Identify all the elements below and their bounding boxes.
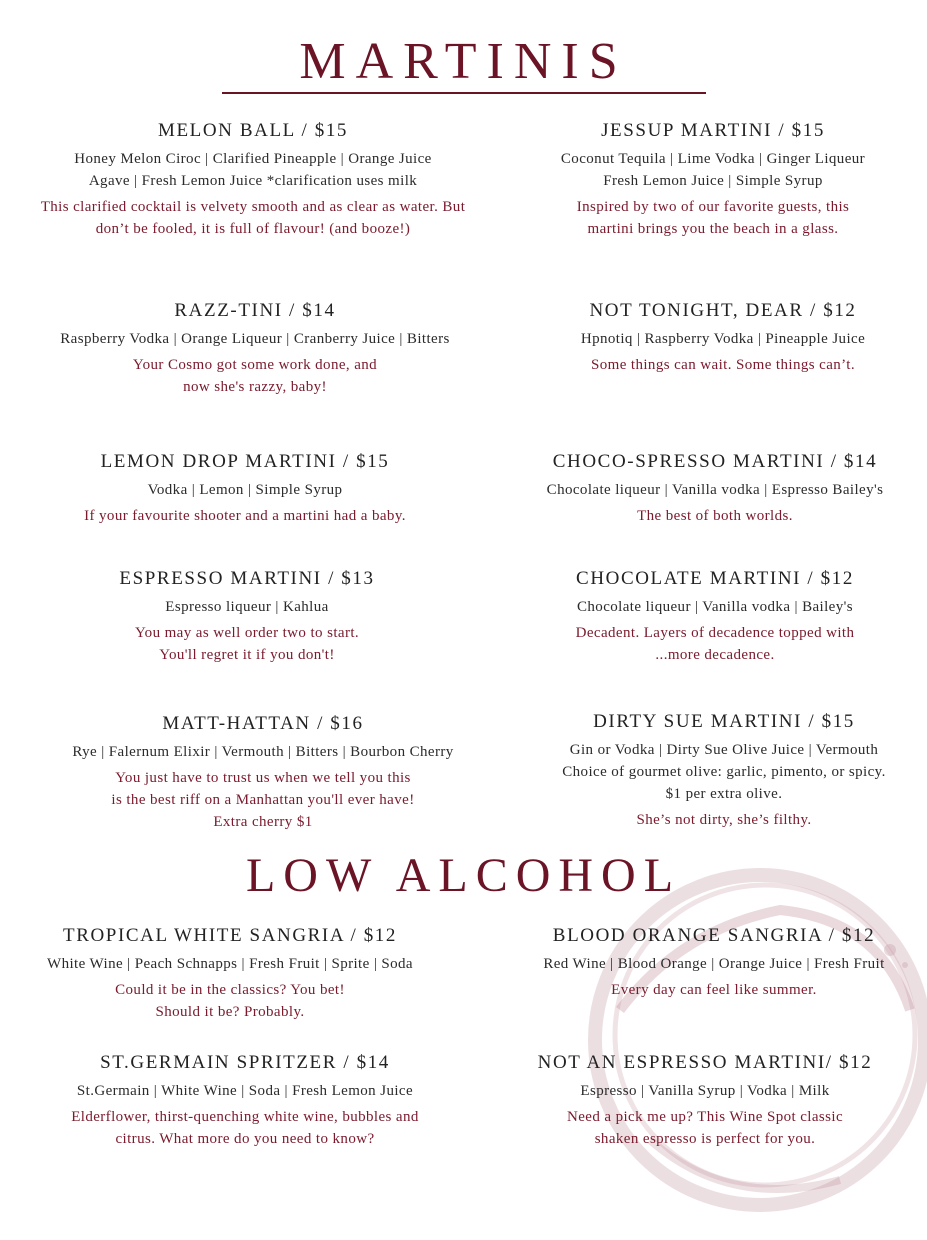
menu-item-lemon-drop — [15, 451, 475, 527]
menu-item-st-germain-spritzer — [15, 1052, 475, 1150]
item-ingredients: Honey Melon Ciroc | Clarified Pineapple | Orange Juice Agave | Fresh Lemon Juice *clarification uses milk — [74, 151, 432, 189]
item-ingredients: Rye | Falernum Elixir | Vermouth | Bitters | Bourbon Cherry — [72, 744, 454, 760]
item-description: Inspired by two of our favorite guests, this martini brings you the beach in a glass. — [576, 199, 850, 237]
item-name: TROPICAL WHITE SANGRIA / $12 — [62, 925, 398, 946]
menu-item-dirty-sue — [494, 711, 927, 831]
item-description: Every day can feel like summer. — [611, 982, 817, 998]
item-description: This clarified cocktail is velvety smooth and as clear as water. But don’t be fooled, it is full of flavour! (and booze!) — [40, 199, 466, 237]
item-description: You just have to trust us when we tell you this is the best riff on a Manhattan you'll ever have! Extra cherry $1 — [111, 770, 415, 830]
item-name: NOT TONIGHT, DEAR / $12 — [589, 300, 857, 321]
item-description: Decadent. Layers of decadence topped with ...more decadence. — [575, 625, 855, 663]
item-name: MELON BALL / $15 — [157, 120, 349, 141]
menu-item-not-an-espresso-martini — [475, 1052, 927, 1150]
item-name: CHOCOLATE MARTINI / $12 — [576, 568, 854, 589]
item-ingredients: Espresso liqueur | Kahlua — [165, 599, 329, 615]
item-description: Need a pick me up? This Wine Spot classic shaken espresso is perfect for you. — [566, 1109, 843, 1147]
menu-item-razz-tini — [25, 300, 485, 398]
item-ingredients: Raspberry Vodka | Orange Liqueur | Cranberry Juice | Bitters — [60, 331, 450, 347]
item-ingredients: St.Germain | White Wine | Soda | Fresh Lemon Juice — [76, 1083, 414, 1099]
menu-item-matt-hattan — [33, 713, 493, 833]
item-ingredients: Chocolate liqueur | Vanilla vodka | Espresso Bailey's — [546, 482, 884, 498]
item-ingredients: White Wine | Peach Schnapps | Fresh Fruit | Sprite | Soda — [47, 956, 413, 972]
item-ingredients: Gin or Vodka | Dirty Sue Olive Juice | Vermouth Choice of gourmet olive: garlic, pimento, or spicy. $1 per extra olive. — [562, 742, 886, 802]
item-description: Your Cosmo got some work done, and now she's razzy, baby! — [132, 357, 378, 395]
item-description: Elderflower, thirst-quenching white wine, bubbles and citrus. What more do you need to know? — [71, 1109, 419, 1147]
item-name: BLOOD ORANGE SANGRIA / $12 — [552, 925, 876, 946]
item-description: The best of both worlds. — [637, 508, 793, 524]
item-description: If your favourite shooter and a martini had a baby. — [84, 508, 406, 524]
item-name: DIRTY SUE MARTINI / $15 — [593, 711, 855, 732]
item-name: MATT-HATTAN / $16 — [162, 713, 364, 734]
item-name: JESSUP MARTINI / $15 — [601, 120, 825, 141]
item-description: Some things can wait. Some things can’t. — [590, 357, 856, 373]
item-description: She’s not dirty, she’s filthy. — [636, 812, 812, 828]
item-ingredients: Chocolate liqueur | Vanilla vodka | Bailey's — [577, 599, 853, 615]
menu-item-espresso-martini — [17, 568, 477, 666]
menu-item-choco-spresso — [485, 451, 927, 527]
item-description: Could it be in the classics? You bet! Should it be? Probably. — [115, 982, 345, 1020]
menu-item-tropical-white-sangria — [0, 925, 460, 1023]
menu-item-blood-orange-sangria — [484, 925, 927, 1001]
item-ingredients: Vodka | Lemon | Simple Syrup — [147, 482, 343, 498]
item-ingredients: Espresso | Vanilla Syrup | Vodka | Milk — [580, 1083, 830, 1099]
item-name: ST.GERMAIN SPRITZER / $14 — [100, 1052, 390, 1073]
menu-item-not-tonight-dear — [493, 300, 927, 376]
item-ingredients: Hpnotiq | Raspberry Vodka | Pineapple Juice — [580, 331, 866, 347]
item-name: CHOCO-SPRESSO MARTINI / $14 — [552, 451, 878, 472]
menu-item-jessup-martini — [483, 120, 927, 240]
section-title-low-alcohol: LOW ALCOHOL — [245, 849, 682, 902]
item-ingredients: Coconut Tequila | Lime Vodka | Ginger Liqueur Fresh Lemon Juice | Simple Syrup — [560, 151, 866, 189]
item-name: ESPRESSO MARTINI / $13 — [119, 568, 375, 589]
section-title-martinis: MARTINIS — [299, 33, 628, 90]
item-name: LEMON DROP MARTINI / $15 — [100, 451, 390, 472]
menu-item-chocolate-martini — [485, 568, 927, 666]
item-name: NOT AN ESPRESSO MARTINI/ $12 — [537, 1052, 873, 1073]
item-ingredients: Red Wine | Blood Orange | Orange Juice | Fresh Fruit — [543, 956, 885, 972]
menu-item-melon-ball — [23, 120, 483, 240]
item-name: RAZZ-TINI / $14 — [174, 300, 336, 321]
title-underline — [222, 92, 706, 94]
item-description: You may as well order two to start. You'll regret it if you don't! — [134, 625, 360, 663]
